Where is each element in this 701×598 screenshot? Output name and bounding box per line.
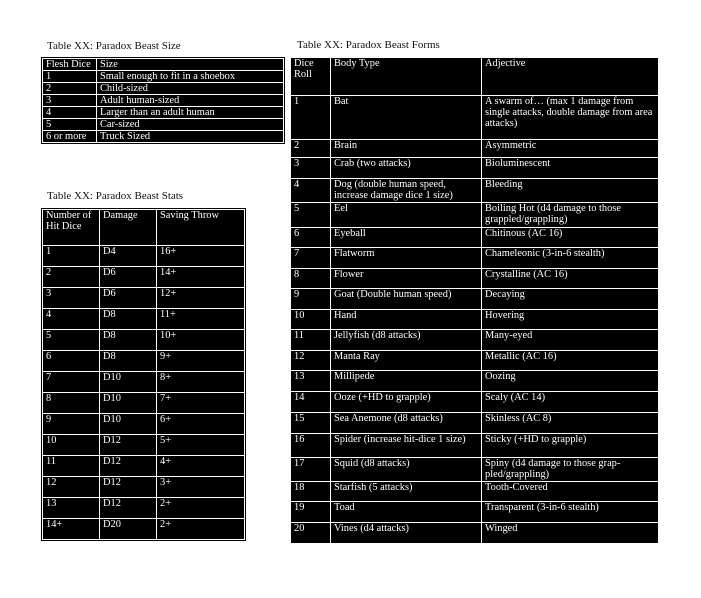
hit-dice-cell: 5 (43, 330, 100, 351)
adjective-cell: Spiny (d4 damage to those grap-pled/grappling) (482, 458, 659, 482)
dice-roll-cell: 7 (291, 248, 331, 269)
dice-roll-cell: 5 (291, 203, 331, 228)
saving-throw-cell: 8+ (157, 372, 245, 393)
table-row (43, 267, 245, 288)
body-type-cell: Brain (331, 140, 482, 158)
hit-dice-cell: 9 (43, 414, 100, 435)
hit-dice-cell: 13 (43, 498, 100, 519)
table-row (43, 414, 245, 435)
adjective-cell: Bioluminescent (482, 158, 659, 179)
adjective-cell: Oozing (482, 371, 659, 392)
damage-cell: D4 (100, 246, 157, 267)
hit-dice-cell: 10 (43, 435, 100, 456)
dice-roll-cell: 3 (291, 158, 331, 179)
saving-throw-cell: 11+ (157, 309, 245, 330)
saving-throw-cell: 7+ (157, 393, 245, 414)
table-header-row (43, 59, 284, 71)
header-flesh-dice: Flesh Dice (43, 59, 97, 71)
table-row (291, 413, 659, 434)
table-row (291, 158, 659, 179)
body-type-cell: Vines (d4 attacks) (331, 523, 482, 544)
size-cell: Truck Sized (97, 131, 284, 143)
size-table-caption: Table XX: Paradox Beast Size (47, 40, 181, 52)
body-type-cell: Ooze (+HD to grapple) (331, 392, 482, 413)
dice-roll-cell: 17 (291, 458, 331, 482)
hit-dice-cell: 2 (43, 267, 100, 288)
adjective-cell: Skinless (AC 8) (482, 413, 659, 434)
hit-dice-cell: 1 (43, 246, 100, 267)
adjective-cell: Scaly (AC 14) (482, 392, 659, 413)
header-hit-dice: Number of Hit Dice (43, 210, 100, 246)
table-row (43, 519, 245, 540)
stats-table-caption: Table XX: Paradox Beast Stats (47, 190, 184, 202)
body-type-cell: Sea Anemone (d8 attacks) (331, 413, 482, 434)
dice-roll-cell: 14 (291, 392, 331, 413)
table-header-row (43, 210, 245, 246)
size-table (42, 58, 284, 143)
body-type-cell: Spider (increase hit-dice 1 size) (331, 434, 482, 458)
dice-roll-cell: 2 (291, 140, 331, 158)
table-row (43, 95, 284, 107)
saving-throw-cell: 4+ (157, 456, 245, 477)
body-type-cell: Millipede (331, 371, 482, 392)
saving-throw-cell: 2+ (157, 519, 245, 540)
dice-roll-cell: 11 (291, 330, 331, 351)
table-row (291, 371, 659, 392)
damage-cell: D8 (100, 351, 157, 372)
damage-cell: D12 (100, 456, 157, 477)
damage-cell: D20 (100, 519, 157, 540)
adjective-cell: Decaying (482, 289, 659, 310)
adjective-cell: Sticky (+HD to grapple) (482, 434, 659, 458)
header-dice-roll: Dice Roll (291, 58, 331, 96)
table-row (43, 477, 245, 498)
table-row (43, 372, 245, 393)
saving-throw-cell: 2+ (157, 498, 245, 519)
table-row (43, 351, 245, 372)
adjective-cell: Chameleonic (3-in-6 stealth) (482, 248, 659, 269)
body-type-cell: Toad (331, 502, 482, 523)
hit-dice-cell: 3 (43, 288, 100, 309)
table-row (43, 498, 245, 519)
hit-dice-cell: 12 (43, 477, 100, 498)
dice-roll-cell: 6 (291, 228, 331, 248)
adjective-cell: Bleeding (482, 179, 659, 203)
dice-roll-cell: 13 (291, 371, 331, 392)
flesh-dice-cell: 2 (43, 83, 97, 95)
dice-roll-cell: 16 (291, 434, 331, 458)
header-saving-throw: Saving Throw (157, 210, 245, 246)
flesh-dice-cell: 4 (43, 107, 97, 119)
dice-roll-cell: 1 (291, 96, 331, 140)
table-row (291, 502, 659, 523)
body-type-cell: Squid (d8 attacks) (331, 458, 482, 482)
table-row (291, 310, 659, 330)
header-damage: Damage (100, 210, 157, 246)
hit-dice-cell: 6 (43, 351, 100, 372)
body-type-cell: Jellyfish (d8 attacks) (331, 330, 482, 351)
adjective-cell: Winged (482, 523, 659, 544)
table-row (291, 458, 659, 482)
body-type-cell: Flatworm (331, 248, 482, 269)
saving-throw-cell: 5+ (157, 435, 245, 456)
dice-roll-cell: 12 (291, 351, 331, 371)
dice-roll-cell: 8 (291, 269, 331, 289)
damage-cell: D6 (100, 267, 157, 288)
table-row (291, 330, 659, 351)
body-type-cell: Starfish (5 attacks) (331, 482, 482, 502)
table-row (291, 392, 659, 413)
dice-roll-cell: 20 (291, 523, 331, 544)
damage-cell: D8 (100, 309, 157, 330)
body-type-cell: Flower (331, 269, 482, 289)
adjective-cell: Tooth-Covered (482, 482, 659, 502)
size-cell: Adult human-sized (97, 95, 284, 107)
dice-roll-cell: 15 (291, 413, 331, 434)
dice-roll-cell: 19 (291, 502, 331, 523)
damage-cell: D12 (100, 477, 157, 498)
table-row (291, 179, 659, 203)
adjective-cell: Boiling Hot (d4 damage to those grappled/grappling) (482, 203, 659, 228)
adjective-cell: A swarm of… (max 1 damage from single attacks, double damage from area attacks) (482, 96, 659, 140)
body-type-cell: Dog (double human speed, increase damage dice 1 size) (331, 179, 482, 203)
flesh-dice-cell: 6 or more (43, 131, 97, 143)
flesh-dice-cell: 5 (43, 119, 97, 131)
hit-dice-cell: 8 (43, 393, 100, 414)
dice-roll-cell: 4 (291, 179, 331, 203)
table-row (43, 435, 245, 456)
table-row (291, 523, 659, 544)
table-row (291, 140, 659, 158)
hit-dice-cell: 14+ (43, 519, 100, 540)
damage-cell: D12 (100, 498, 157, 519)
damage-cell: D10 (100, 393, 157, 414)
adjective-cell: Many-eyed (482, 330, 659, 351)
table-row (43, 288, 245, 309)
table-row (291, 351, 659, 371)
damage-cell: D6 (100, 288, 157, 309)
saving-throw-cell: 14+ (157, 267, 245, 288)
saving-throw-cell: 12+ (157, 288, 245, 309)
size-cell: Small enough to fit in a shoebox (97, 71, 284, 83)
table-row (291, 96, 659, 140)
adjective-cell: Metallic (AC 16) (482, 351, 659, 371)
table-row (291, 228, 659, 248)
hit-dice-cell: 7 (43, 372, 100, 393)
adjective-cell: Hovering (482, 310, 659, 330)
adjective-cell: Chitinous (AC 16) (482, 228, 659, 248)
table-row (43, 309, 245, 330)
table-row (43, 456, 245, 477)
table-row (43, 246, 245, 267)
hit-dice-cell: 4 (43, 309, 100, 330)
saving-throw-cell: 3+ (157, 477, 245, 498)
saving-throw-cell: 6+ (157, 414, 245, 435)
table-row (291, 289, 659, 310)
flesh-dice-cell: 3 (43, 95, 97, 107)
adjective-cell: Asymmetric (482, 140, 659, 158)
table-row (43, 71, 284, 83)
header-body-type: Body Type (331, 58, 482, 96)
size-cell: Larger than an adult human (97, 107, 284, 119)
adjective-cell: Crystalline (AC 16) (482, 269, 659, 289)
table-row (291, 269, 659, 289)
table-row (291, 248, 659, 269)
table-row (291, 203, 659, 228)
size-cell: Car-sized (97, 119, 284, 131)
header-size: Size (97, 59, 284, 71)
body-type-cell: Crab (two attacks) (331, 158, 482, 179)
body-type-cell: Eyeball (331, 228, 482, 248)
body-type-cell: Hand (331, 310, 482, 330)
damage-cell: D12 (100, 435, 157, 456)
stats-table (42, 209, 245, 540)
table-row (43, 119, 284, 131)
table-row (43, 107, 284, 119)
table-row (43, 131, 284, 143)
table-header-row (291, 58, 659, 96)
table-row (43, 83, 284, 95)
body-type-cell: Goat (Double human speed) (331, 289, 482, 310)
table-row (43, 393, 245, 414)
damage-cell: D10 (100, 372, 157, 393)
dice-roll-cell: 9 (291, 289, 331, 310)
damage-cell: D8 (100, 330, 157, 351)
size-cell: Child-sized (97, 83, 284, 95)
body-type-cell: Bat (331, 96, 482, 140)
table-row (43, 330, 245, 351)
body-type-cell: Eel (331, 203, 482, 228)
dice-roll-cell: 10 (291, 310, 331, 330)
forms-table-caption: Table XX: Paradox Beast Forms (297, 39, 440, 51)
damage-cell: D10 (100, 414, 157, 435)
adjective-cell: Transparent (3-in-6 stealth) (482, 502, 659, 523)
saving-throw-cell: 9+ (157, 351, 245, 372)
table-row (291, 482, 659, 502)
hit-dice-cell: 11 (43, 456, 100, 477)
table-row (291, 434, 659, 458)
body-type-cell: Manta Ray (331, 351, 482, 371)
saving-throw-cell: 16+ (157, 246, 245, 267)
saving-throw-cell: 10+ (157, 330, 245, 351)
flesh-dice-cell: 1 (43, 71, 97, 83)
dice-roll-cell: 18 (291, 482, 331, 502)
forms-table (290, 57, 659, 544)
header-adjective: Adjective (482, 58, 659, 96)
